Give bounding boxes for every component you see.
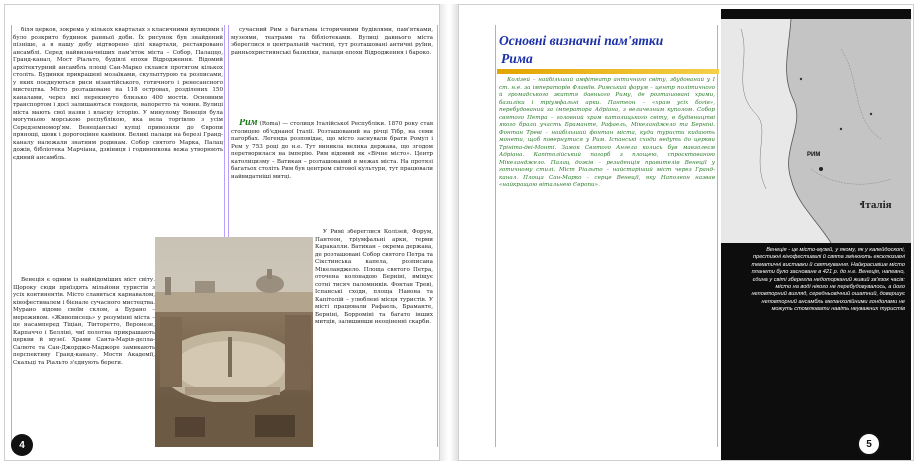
margin-guide — [495, 25, 496, 447]
page-number-left: 4 — [11, 434, 33, 456]
left-column-1-lower-text: Венеція є одним із найвідоміших міст світу. Щороку сюди приїздять мільйони туристів з усіх континентів. Місто славиться карнавалом, кінофестивалем і бієнале сучасного мистецтва. Мурано відоме своїм склом, а Бурано – мереживом. «Живописець» у розумінні міста – це насамперед Тіціан, Тінторетто, Веронезе, Карпаччо і Белліні, чиї полотна прикрашають церкви й музеї. Храми Санта-Марія-делла-Салюте та Сан-Джорджо-Маджоре замикають перспективу Гранд-каналу. Мости Академії, Скальці та Ріальто з'єднують береги. — [13, 277, 155, 366]
right-page — [458, 4, 914, 461]
landmarks-text: Колізей – найбільший амфітеатр античного світу, збудований у I ст. н.е. за імператорів Флавіїв. Римський форум – центр політичного й громадського життя давнього Риму, де розташовані храми, базиліки і тріумфальні арки. Пантеон – «храм усіх богів», перебудований за імператора Адріана, з величезним куполом. Собор святого Петра – головний храм католицького світу, в будівництві якого брали участь Браманте, Рафаель, Мікеланджело та Берніні. Фонтан Треві – найбільший фонтан міста, куди туристи кидають монети, щоб повернутися у Рим. Іспанські сходи ведуть до церкви Трініта-деі-Монті. Замок Святого Ангела колись був мавзолеєм Адріана. Капітолійський пагорб з площею, спроєктованою Мікеланджело. Палац дожів – резиденція правителів Венеції у готичному стилі. Міст Ріальто – найстаріший міст через Гранд-канал. Площа Сан-Марко – серце Венеції, яку Наполеон назвав «найкращою вітальнею Європи». — [499, 77, 715, 188]
column-guide — [717, 25, 718, 447]
right-column-text — [499, 77, 715, 449]
italy-map — [721, 19, 911, 243]
margin-guide — [437, 25, 438, 447]
map-label-rome: РИМ — [807, 152, 821, 158]
title-underline-bar — [497, 69, 719, 74]
left-column-2-top-text: сучасний Рим з багатьма історичними будівлями, пам'ятками, музеями, театрами та бібліотеками. Вулиці давнього міста збереглися в центральній частині, тут розташовані античні руїни, ранньохристиянські базиліки, палаци епохи Відродження і бароко. — [231, 27, 433, 56]
rim-description: — столиця Італійської Республіки. 1870 року став столицею об'єднаної Італії. Розташований на річці Тібр, на семи пагорбах. Легенда розповідає, що місто заснували брати Ромул і Рем у 753 році до н.е. Тут виникла велика держава, що згодом перетворилася на імперію. Рим відомий як «Вічне місто». Центр католицизму – Ватикан – розташований в межах міста. На протязі багатьох століть Рим був центром світової культури, тут працювали найвидатніші митці. — [231, 121, 433, 180]
black-side-strip — [721, 9, 911, 19]
rim-latin-name: (Roma) — [259, 121, 281, 127]
book-gutter — [440, 4, 458, 461]
left-column-2-lower-text: У Римі збереглися Колізей, Форум, Пантеон, тріумфальні арки, терми Каракалли. Ватикан – окрема держава, де розташовані Собор святого Петра та Сікстинська капела, розписана Мікеланджело. Площа святого Петра, оточена колонадою Берніні, вміщує сотні тисяч паломників. Фонтан Треві, Іспанські сходи, площа Навона та Капітолій – улюблені місця туристів. У місті працювали Рафаель, Браманте, Берніні, Борроміні та багато інших митців, залишивши неоціненні скарби. — [315, 229, 433, 325]
page-title — [499, 32, 721, 68]
venice-description: Венеція - це місто-музей, у якому, як у калейдоскопі, престижні кінофестивалі й свята змінюють ексклюзивні тематичні виставки й святкування. Найкрасивіше місто планети було засноване в 421 р. до н.е. Венеція, напевно, єдина у світі зберегла недоторканий живий зв'язок часів: місто на воді нікого не перебудовувалось, а його неповторний вигляд, середньовічний ошатний, довершує неповторний ансамбль меланхолійними гондолами не можуть стомлювати навіть неуважних туристів — [751, 247, 905, 313]
left-column-2-text — [231, 119, 433, 227]
rim-heading: Рим — [239, 119, 258, 128]
title-line-2: Рима — [501, 51, 533, 66]
left-column-1-text: біля церков, зокрема у кількох кварталах з класичними вулицями і було розкрито будинок ранньої доби. Їх рисунок був знайдений пізніше, а в нашу добу відтворено цілі квартали, реставровано ансамблі. Серед найвизначніших пам'яток міста – Собор, Палаццо, Гранд-канал, Мост Ріальто, будівлі епохи Відродження. Відомий архітектурний ансамбль площі Сан-Марко склався протягом кількох століть. Будинки прикрашені мозаїками, скульптурою та розписами, у яких поєднуються риси візантійського, готичного і ренесансного мистецтва. Місто розташоване на 118 островах, розділених 150 каналами, через які перекинуто близько 400 мостів. Основним транспортом і досі залишаються гондоли, вапоретто та човни. Вулиці міста мають свої назви і власну історію. У минулому Венеція була могутньою морською республікою, яка вела торгівлю з усім Середземномор'ям. Венеціанські купці привозили до Європи прянощі, шовк і дорогоцінне каміння. Великі палаци на березі Гранд-каналу належали знатним родинам. Собор святого Марка, Палац дожів, бібліотека Марчіана, дзвіниця і годинникова вежа утворюють єдиний ансамбль. — [13, 27, 223, 161]
rome-photo-image — [155, 237, 313, 447]
map-label-italy: Італія — [861, 199, 892, 211]
title-line-1: Основні визначні пам'ятки — [499, 33, 664, 48]
left-page — [4, 4, 440, 461]
rome-panorama-photo — [155, 237, 313, 447]
margin-guide — [11, 25, 12, 447]
page-number-right: 5 — [857, 432, 881, 456]
